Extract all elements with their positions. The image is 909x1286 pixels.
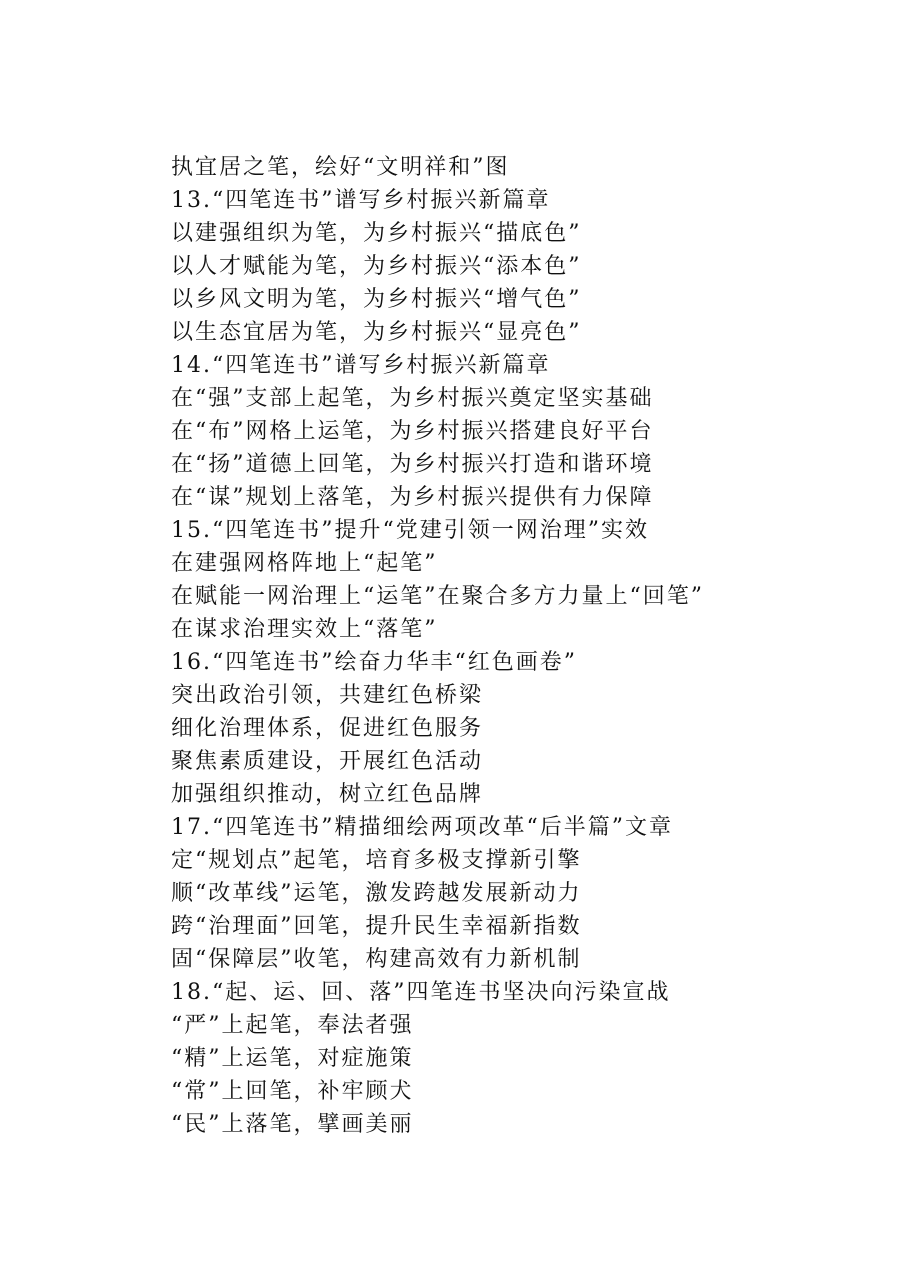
text-line: 聚焦素质建设，开展红色活动 xyxy=(171,749,484,774)
text-line: “常”上回笔，补牢顾犬 xyxy=(171,1079,414,1104)
section-heading: 14.“四笔连书”谱写乡村振兴新篇章 xyxy=(171,353,551,378)
text-line: “民”上落笔，擘画美丽 xyxy=(171,1112,414,1137)
text-line: 以建强组织为笔，为乡村振兴“描底色” xyxy=(171,221,582,246)
text-line: 在“谋”规划上落笔，为乡村振兴提供有力保障 xyxy=(171,485,654,510)
section-heading: 16.“四笔连书”绘奋力华丰“红色画卷” xyxy=(171,650,577,675)
text-line: 在谋求治理实效上“落笔” xyxy=(171,617,438,642)
text-line: 突出政治引领，共建红色桥梁 xyxy=(171,683,484,708)
text-line: 执宜居之笔，绘好“文明祥和”图 xyxy=(171,155,510,180)
text-line: 在赋能一网治理上“运笔”在聚合多方力量上“回笔” xyxy=(171,584,704,609)
text-line: 定“规划点”起笔，培育多极支撑新引擎 xyxy=(171,848,582,873)
text-line: 在“扬”道德上回笔，为乡村振兴打造和谐环境 xyxy=(171,452,654,477)
section-heading: 15.“四笔连书”提升“党建引领一网治理”实效 xyxy=(171,518,649,543)
text-line: 细化治理体系，促进红色服务 xyxy=(171,716,484,741)
text-line: 固“保障层”收笔，构建高效有力新机制 xyxy=(171,947,582,972)
document-body xyxy=(171,151,891,1141)
text-line: “精”上运笔，对症施策 xyxy=(171,1046,414,1071)
text-line: 在建强网格阵地上“起笔” xyxy=(171,551,438,576)
section-heading: 17.“四笔连书”精描细绘两项改革“后半篇”文章 xyxy=(171,815,673,840)
text-line: 在“布”网格上运笔，为乡村振兴搭建良好平台 xyxy=(171,419,654,444)
text-line: 在“强”支部上起笔，为乡村振兴奠定坚实基础 xyxy=(171,386,654,411)
text-line: 以生态宜居为笔，为乡村振兴“显亮色” xyxy=(171,320,582,345)
section-heading: 18.“起、运、回、落”四笔连书坚决向污染宣战 xyxy=(171,980,671,1005)
text-line: “严”上起笔，奉法者强 xyxy=(171,1013,414,1038)
text-line: 顺“改革线”运笔，激发跨越发展新动力 xyxy=(171,881,582,906)
text-line: 以乡风文明为笔，为乡村振兴“增气色” xyxy=(171,287,582,312)
text-line: 以人才赋能为笔，为乡村振兴“添本色” xyxy=(171,254,582,279)
section-heading: 13.“四笔连书”谱写乡村振兴新篇章 xyxy=(171,188,551,213)
text-line: 加强组织推动，树立红色品牌 xyxy=(171,782,484,807)
text-line: 跨“治理面”回笔，提升民生幸福新指数 xyxy=(171,914,582,939)
